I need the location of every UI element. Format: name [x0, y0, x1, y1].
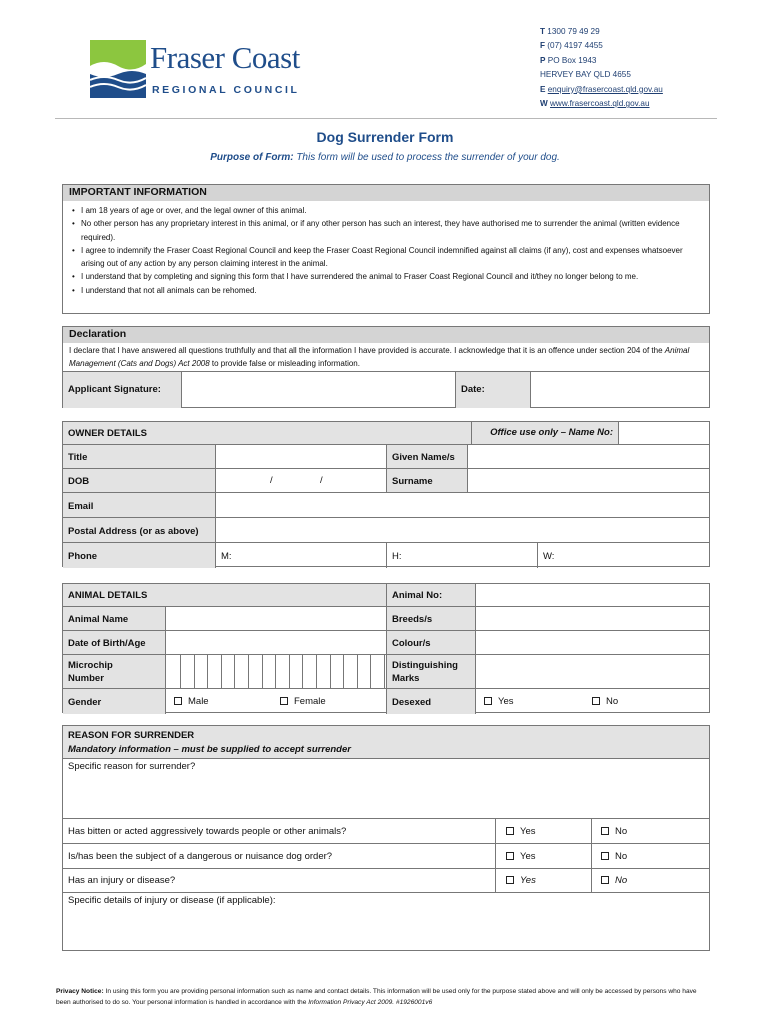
document-ref: . #1926001v6 [392, 999, 433, 1006]
contact-email: E enquiry@frasercoast.qld.gov.au [540, 84, 663, 94]
form-title: Dog Surrender Form [316, 129, 454, 145]
animal-name-field[interactable] [166, 607, 386, 631]
bitten-no-option[interactable]: No [592, 819, 709, 844]
office-use-label: Office use only – Name No: [490, 427, 613, 438]
microchip-box-divider [330, 655, 331, 689]
given-name-label: Given Name/s [387, 445, 467, 469]
dob-separator: / [320, 475, 323, 486]
injury-no-option[interactable]: No [592, 869, 709, 893]
declaration-section [62, 326, 710, 408]
date-label: Date: [456, 372, 530, 408]
web-link[interactable]: www.frasercoast.qld.gov.au [550, 99, 650, 109]
contact-phone: T 1300 79 49 29 [540, 27, 600, 36]
microchip-box-divider [207, 655, 208, 689]
question-bitten: Has bitten or acted aggressively towards people or other animals? [68, 826, 347, 837]
purpose-label: Purpose of Form: [210, 152, 294, 163]
dob-field[interactable] [216, 469, 386, 493]
dob-separator: / [270, 475, 273, 486]
microchip-box-divider [248, 655, 249, 689]
colour-field[interactable] [476, 631, 709, 655]
home-label: H: [392, 551, 402, 562]
injury-details-field[interactable] [63, 893, 709, 951]
bitten-yes-option[interactable]: Yes [496, 819, 591, 844]
breed-field[interactable] [476, 607, 709, 631]
important-item: • I understand that by completing and signing this form that I have surrendered the animal to Fraser Coast Regional Council and it/they no longer belong to me. [69, 270, 701, 283]
important-item: • I understand that not all animals can be rehomed. [69, 284, 701, 297]
contact-block [540, 25, 663, 111]
title-label: Title [63, 445, 215, 469]
microchip-box-divider [275, 655, 276, 689]
animal-details-section [62, 583, 710, 713]
important-list [69, 204, 701, 297]
header-divider [55, 118, 717, 119]
mobile-phone-field[interactable] [216, 543, 386, 568]
animal-name-label: Animal Name [63, 607, 165, 631]
injury-no-checkbox[interactable] [601, 876, 609, 884]
given-name-field[interactable] [468, 445, 709, 469]
fraser-coast-logo [90, 38, 325, 100]
surname-label: Surname [387, 469, 467, 493]
microchip-box-divider [180, 655, 181, 689]
dob-label: DOB [63, 469, 215, 493]
gender-female-option[interactable]: Female [280, 696, 326, 707]
phone-label: Phone [63, 543, 215, 568]
desexed-label: Desexed [387, 689, 475, 714]
work-phone-field[interactable] [538, 543, 709, 568]
contact-fax: F (07) 4197 4455 [540, 41, 603, 51]
surname-field[interactable] [468, 469, 709, 493]
microchip-box-divider [221, 655, 222, 689]
office-name-no-field[interactable] [619, 422, 709, 444]
desexed-no-checkbox[interactable] [592, 697, 600, 705]
order-yes-option[interactable]: Yes [496, 844, 591, 869]
animal-no-label: Animal No: [387, 584, 475, 606]
contact-web: W www.frasercoast.qld.gov.au [540, 99, 650, 109]
microchip-box-divider [289, 655, 290, 689]
question-dangerous-order: Is/has been the subject of a dangerous or nuisance dog order? [68, 851, 333, 862]
title-field[interactable] [216, 445, 386, 469]
email-field[interactable] [216, 493, 709, 518]
desexed-yes-checkbox[interactable] [484, 697, 492, 705]
injury-yes-checkbox[interactable] [506, 876, 514, 884]
bitten-no-checkbox[interactable] [601, 827, 609, 835]
mobile-label: M: [221, 551, 232, 562]
privacy-label: Privacy Notice: [56, 988, 104, 995]
purpose-text: This form will be used to process the surrender of your dog. [296, 152, 560, 163]
declaration-text: I declare that I have answered all questions truthfully and that all the information I have provided is accurate. I acknowledge that it is an offence under section 204 of the Animal Management (Cats and Dogs) Act 2008 to provide false or misleading information. [69, 346, 690, 369]
declaration-heading: Declaration [63, 327, 709, 343]
microchip-box-divider [370, 655, 371, 689]
logo-emblem-icon [90, 40, 146, 98]
microchip-digit-boxes [166, 655, 386, 689]
logo-name: Fraser Coast [150, 40, 300, 75]
microchip-box-divider [302, 655, 303, 689]
microchip-number-field[interactable] [166, 655, 386, 689]
distinguishing-marks-label: Distinguishing Marks [387, 655, 475, 689]
microchip-box-divider [234, 655, 235, 689]
important-heading: IMPORTANT INFORMATION [63, 185, 709, 201]
order-no-option[interactable]: No [592, 844, 709, 869]
animal-heading: ANIMAL DETAILS [63, 584, 386, 606]
declaration-date-field[interactable] [531, 372, 709, 408]
email-link[interactable]: enquiry@frasercoast.qld.gov.au [547, 84, 663, 94]
signature-label: Applicant Signature: [63, 372, 181, 408]
signature-field[interactable] [182, 372, 455, 408]
owner-heading: OWNER DETAILS [68, 428, 147, 439]
important-item: • I am 18 years of age or over, and the legal owner of this animal. [69, 204, 701, 217]
owner-details-section [62, 421, 710, 567]
mandatory-note: Mandatory information – must be supplied to accept surrender [68, 744, 351, 755]
breed-label: Breeds/s [387, 607, 475, 631]
microchip-box-divider [262, 655, 263, 689]
colour-label: Colour/s [387, 631, 475, 655]
purpose-line [0, 152, 770, 163]
animal-dob-field[interactable] [166, 631, 386, 655]
gender-male-option[interactable]: Male [174, 696, 209, 707]
logo-subtitle: REGIONAL COUNCIL [152, 84, 300, 96]
specific-reason-field[interactable] [63, 759, 709, 819]
male-checkbox[interactable] [174, 697, 182, 705]
microchip-box-divider [194, 655, 195, 689]
injury-yes-option[interactable]: Yes [496, 869, 591, 893]
animal-no-field[interactable] [476, 584, 709, 606]
injury-details-label: Specific details of injury or disease (if applicable): [68, 895, 276, 906]
postal-address-field[interactable] [216, 518, 709, 543]
reason-heading: REASON FOR SURRENDER [68, 730, 195, 741]
privacy-notice: Privacy Notice: In using this form you are providing personal information such as name and contact details. This information will be used only for the purpose stated above and will only be accessed by persons who have been authorised to do so. Your personal information is handled in accordance with the Information Privacy Act 2009. #1926001v6 [56, 988, 697, 1006]
desexed-no-option[interactable]: No [592, 696, 618, 707]
contact-po: P PO Box 1943 [540, 55, 597, 65]
order-yes-checkbox[interactable] [506, 852, 514, 860]
question-injury: Has an injury or disease? [68, 875, 176, 886]
work-label: W: [543, 551, 555, 562]
female-checkbox[interactable] [280, 697, 288, 705]
privacy-act: Information Privacy Act 2009 [308, 999, 393, 1006]
microchip-box-divider [384, 655, 385, 689]
specific-reason-label: Specific reason for surrender? [68, 761, 196, 772]
important-item: • No other person has any proprietary interest in this animal, or if any other person has such an interest, they have authorised me to surrender the animal (written evidence required). [69, 217, 701, 244]
microchip-box-divider [343, 655, 344, 689]
reason-section [62, 725, 710, 951]
important-information-section [62, 184, 710, 314]
home-phone-field[interactable] [387, 543, 537, 568]
important-item: • I agree to indemnify the Fraser Coast Regional Council and keep the Fraser Coast Regional Council indemnified against all claims (if any), cost and expenses whatsoever arising out of any action by any person claiming interest in the animal. [69, 244, 701, 271]
gender-label: Gender [63, 689, 165, 714]
microchip-label: Microchip Number [63, 655, 165, 689]
order-no-checkbox[interactable] [601, 852, 609, 860]
animal-dob-label: Date of Birth/Age [63, 631, 165, 655]
desexed-yes-option[interactable]: Yes [484, 696, 514, 707]
microchip-box-divider [357, 655, 358, 689]
distinguishing-marks-field[interactable] [476, 655, 709, 689]
postal-address-label: Postal Address (or as above) [63, 518, 215, 543]
contact-city: HERVEY BAY QLD 4655 [540, 70, 631, 80]
microchip-box-divider [316, 655, 317, 689]
bitten-yes-checkbox[interactable] [506, 827, 514, 835]
email-label: Email [63, 493, 215, 518]
